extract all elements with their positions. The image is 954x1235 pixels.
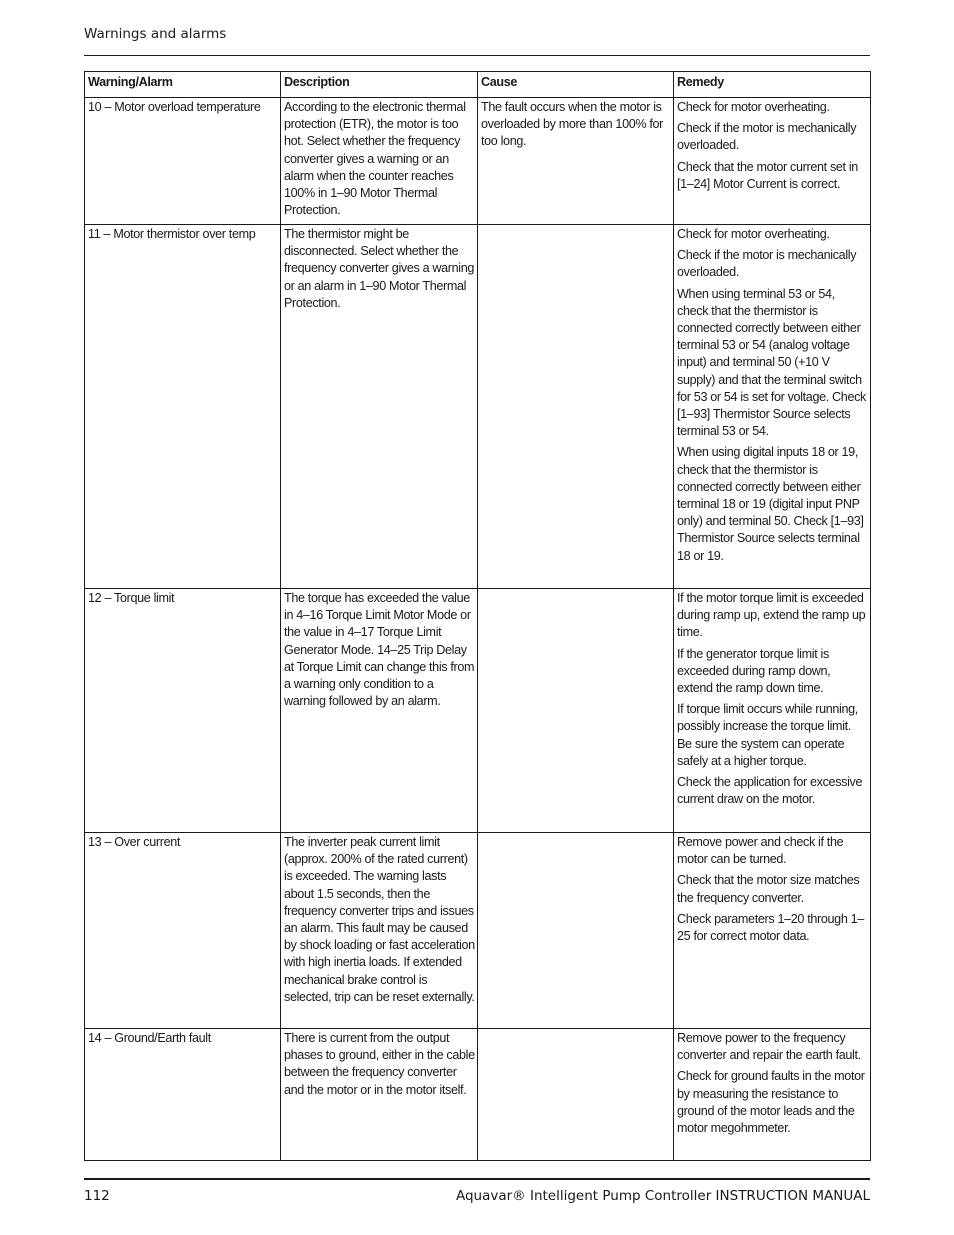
footer-divider bbox=[84, 1178, 870, 1180]
remedy-step: Check that the motor size matches the frequency converter. bbox=[677, 873, 860, 905]
column-header-remedy: Remedy bbox=[674, 72, 871, 98]
table-row bbox=[85, 225, 871, 589]
remedy-step: If torque limit occurs while running, possibly increase the torque limit. Be sure the system can operate safely at a higher torque. bbox=[677, 702, 858, 768]
table-row bbox=[85, 1029, 871, 1161]
alarm-cell: 12 – Torque limit bbox=[85, 589, 281, 833]
remedy-cell bbox=[674, 225, 871, 589]
remedy-cell bbox=[674, 98, 871, 225]
table-header-row bbox=[85, 72, 871, 98]
remedy-step: Check parameters 1–20 through 1–25 for correct motor data. bbox=[677, 911, 864, 944]
table-row bbox=[85, 98, 871, 225]
cause-cell bbox=[478, 225, 674, 589]
remedy-cell bbox=[674, 833, 871, 1029]
remedy-step: If the generator torque limit is exceeded during ramp down, extend the ramp down time. bbox=[677, 646, 831, 696]
remedy-step: Check that the motor current set in [1–24] Motor Current is correct. bbox=[677, 159, 858, 191]
description-cell: The thermistor might be disconnected. Select whether the frequency converter gives a warning or an alarm in 1–90 Motor Thermal Protection. bbox=[281, 225, 478, 589]
table-row bbox=[85, 589, 871, 833]
alarm-cell: 10 – Motor overload temperature bbox=[85, 98, 281, 225]
remedy-step: Check if the motor is mechanically overloaded. bbox=[677, 248, 857, 280]
remedy-step: Remove power and check if the motor can be turned. bbox=[677, 835, 844, 867]
cause-cell bbox=[478, 1029, 674, 1161]
column-header-warning-alarm: Warning/Alarm bbox=[85, 72, 281, 98]
remedy-step: Check for motor overheating. bbox=[677, 227, 830, 241]
remedy-step: Check the application for excessive current draw on the motor. bbox=[677, 775, 863, 807]
remedy-step: Remove power to the frequency converter and repair the earth fault. bbox=[677, 1031, 861, 1063]
description-cell: The torque has exceeded the value in 4–16 Torque Limit Motor Mode or the value in 4–17 Torque Limit Generator Mode. 14–25 Trip Delay at Torque Limit can change this from a warning only condition to a warning followed by an alarm. bbox=[281, 589, 478, 833]
cause-cell: The fault occurs when the motor is overloaded by more than 100% for too long. bbox=[478, 98, 674, 225]
remedy-step: Check for motor overheating. bbox=[677, 100, 830, 114]
remedy-cell bbox=[674, 589, 871, 833]
remedy-step: When using digital inputs 18 or 19, check that the thermistor is connected correctly between either terminal 18 or 19 (digital input PNP only) and terminal 50. Check [1–93] Thermistor Source selects terminal 18 or 19. bbox=[677, 445, 864, 563]
alarm-cell: 14 – Ground/Earth fault bbox=[85, 1029, 281, 1161]
remedy-step: Check for ground faults in the motor by measuring the resistance to ground of the motor leads and the motor megohmmeter. bbox=[677, 1069, 865, 1136]
cause-cell bbox=[478, 833, 674, 1029]
remedy-step: Check if the motor is mechanically overloaded. bbox=[677, 121, 857, 153]
alarm-cell: 11 – Motor thermistor over temp bbox=[85, 225, 281, 589]
warnings-alarms-table bbox=[84, 71, 871, 1161]
column-header-cause: Cause bbox=[478, 72, 674, 98]
page-number: 112 bbox=[84, 1188, 110, 1204]
description-cell: The inverter peak current limit (approx. 200% of the rated current) is exceeded. The warning lasts about 1.5 seconds, then the frequency converter trips and issues an alarm. This fault may be caused by shock loading or fast acceleration with high inertia loads. If extended mechanical brake control is selected, trip can be reset externally. bbox=[281, 833, 478, 1029]
remedy-step: If the motor torque limit is exceeded during ramp up, extend the ramp up time. bbox=[677, 591, 866, 640]
alarm-cell: 13 – Over current bbox=[85, 833, 281, 1029]
header-divider bbox=[84, 55, 870, 56]
page-header: Warnings and alarms bbox=[84, 26, 227, 42]
manual-title: Aquavar® Intelligent Pump Controller INSTRUCTION MANUAL bbox=[455, 1188, 870, 1204]
table-row bbox=[85, 833, 871, 1029]
description-cell: There is current from the output phases to ground, either in the cable between the frequency converter and the motor or in the motor itself. bbox=[281, 1029, 478, 1161]
remedy-step: When using terminal 53 or 54, check that the thermistor is connected correctly between either terminal 53 or 54 (analog voltage input) and terminal 50 (+10 V supply) and that the terminal switch for 53 or 54 is set for voltage. Check [1–93] Thermistor Source selects terminal 53 or 54. bbox=[677, 286, 866, 439]
remedy-cell bbox=[674, 1029, 871, 1161]
description-cell: According to the electronic thermal protection (ETR), the motor is too hot. Select whether the frequency converter gives a warning or an alarm when the counter reaches 100% in 1–90 Motor Thermal Protection. bbox=[281, 98, 478, 225]
column-header-description: Description bbox=[281, 72, 478, 98]
cause-cell bbox=[478, 589, 674, 833]
